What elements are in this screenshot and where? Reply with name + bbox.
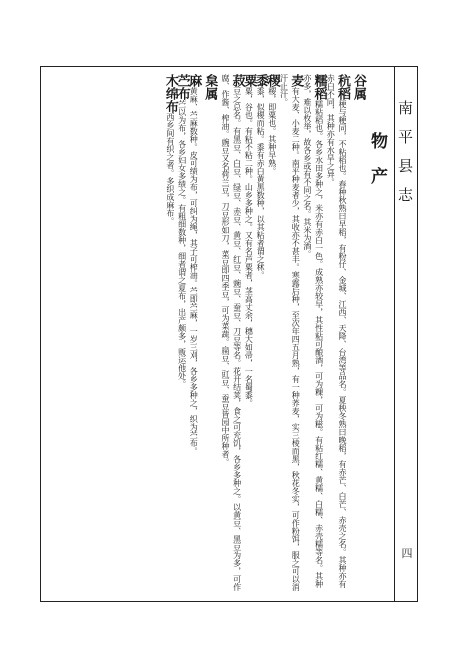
entry-term: 苎布	[174, 74, 190, 100]
entry-desc: 有大麦、小麦二种。南平种麦者少，其收亦不甚丰。寒露后种，至次年四五月熟，有一种荞麦，实三棱而黑，秋花冬实，可作粉饵，服之可以消汗止汗。	[279, 74, 301, 591]
entry-wheat	[278, 74, 304, 592]
entry-term: 黍	[253, 74, 269, 87]
entry-term: 麻	[186, 74, 202, 87]
entry-desc: 苎以为布，各乡妇女多绩之。有粗细数种，细者谓之夏布，出产颇多，贩运他处。	[177, 100, 187, 388]
entry-desc: 稉与粳同，不粘稻也。春种秋熟曰早稻，有粉仔、金城、江西、天降、台湾等品名。夏秧冬熟曰晚稻，有赤芒、白芒、赤壳之名。其种亦有赤白不同，其种亦有水旱之异。	[326, 74, 347, 588]
entry-desc: 稷，即粟也。其种早熟。	[267, 87, 277, 175]
entry-term: 糯稻	[311, 74, 327, 100]
entry-desc: 黄麻、苎麻数种。皮可绩为布，可纠为绳，其子可榨油。苎即苎麻，一岁三刈，各乡多种之，织为苎布。	[189, 87, 199, 455]
group-heading-grain: 谷属	[351, 74, 366, 100]
running-title: 南平县志	[396, 100, 414, 216]
entry-desc: 黍，似稷而粘。黍有赤白黄黑数种，以其粘者谓之秫。	[256, 87, 266, 279]
entry-desc: 粟，谷也。有粘不粘二种。山乡多种之。又有名芦粟者，茎高丈余，穗大如帚，一名蜀黍。	[244, 87, 254, 407]
entry-term: 菽	[229, 74, 245, 87]
entry-glutinous-rice	[301, 74, 327, 592]
entry-term: 麦	[288, 74, 304, 87]
entry-desc: 豆之总名。有黑豆、白豆、绿豆、赤豆、黄豆、红豆、豌豆、蚕豆、刀豆等名。花开结荚，食之可充饥，各乡多种之。以黄豆、黑豆为多，可作腐、作酱、榨油。豌豆又名荷兰豆，刀豆形如刀，菜豆即四季豆，可为菜蔬。扁豆、豇豆、蚕豆皆园中所种者。	[220, 74, 242, 591]
page-number: 四	[401, 547, 413, 560]
entry-desc: 糯粘稻也。各乡水田多种之，米亦有赤白一色。成熟亦较早，其性粘可酿酒，可为粿，可为糍。有粘红糯、黄糯、白糯、赤壳糯等名。其种亦多，难以枚举，故各乡或有不同之名。其米为酒。	[302, 74, 324, 588]
entry-term: 稷	[264, 74, 280, 87]
group-heading-fiber: 枲属	[202, 74, 218, 100]
entry-desc: 西乡间有织之者。多织成麻布。	[165, 113, 175, 225]
gazetteer-text	[52, 74, 368, 592]
entry-term: 粟	[241, 74, 257, 87]
entry-beans	[219, 74, 245, 592]
section-title: 物产	[367, 132, 387, 202]
entry-cotton-cloth	[164, 74, 176, 592]
entry-term: 木绵布	[162, 74, 178, 113]
entry-jing-rice	[325, 74, 348, 592]
entry-term: 秔稻	[335, 74, 350, 100]
